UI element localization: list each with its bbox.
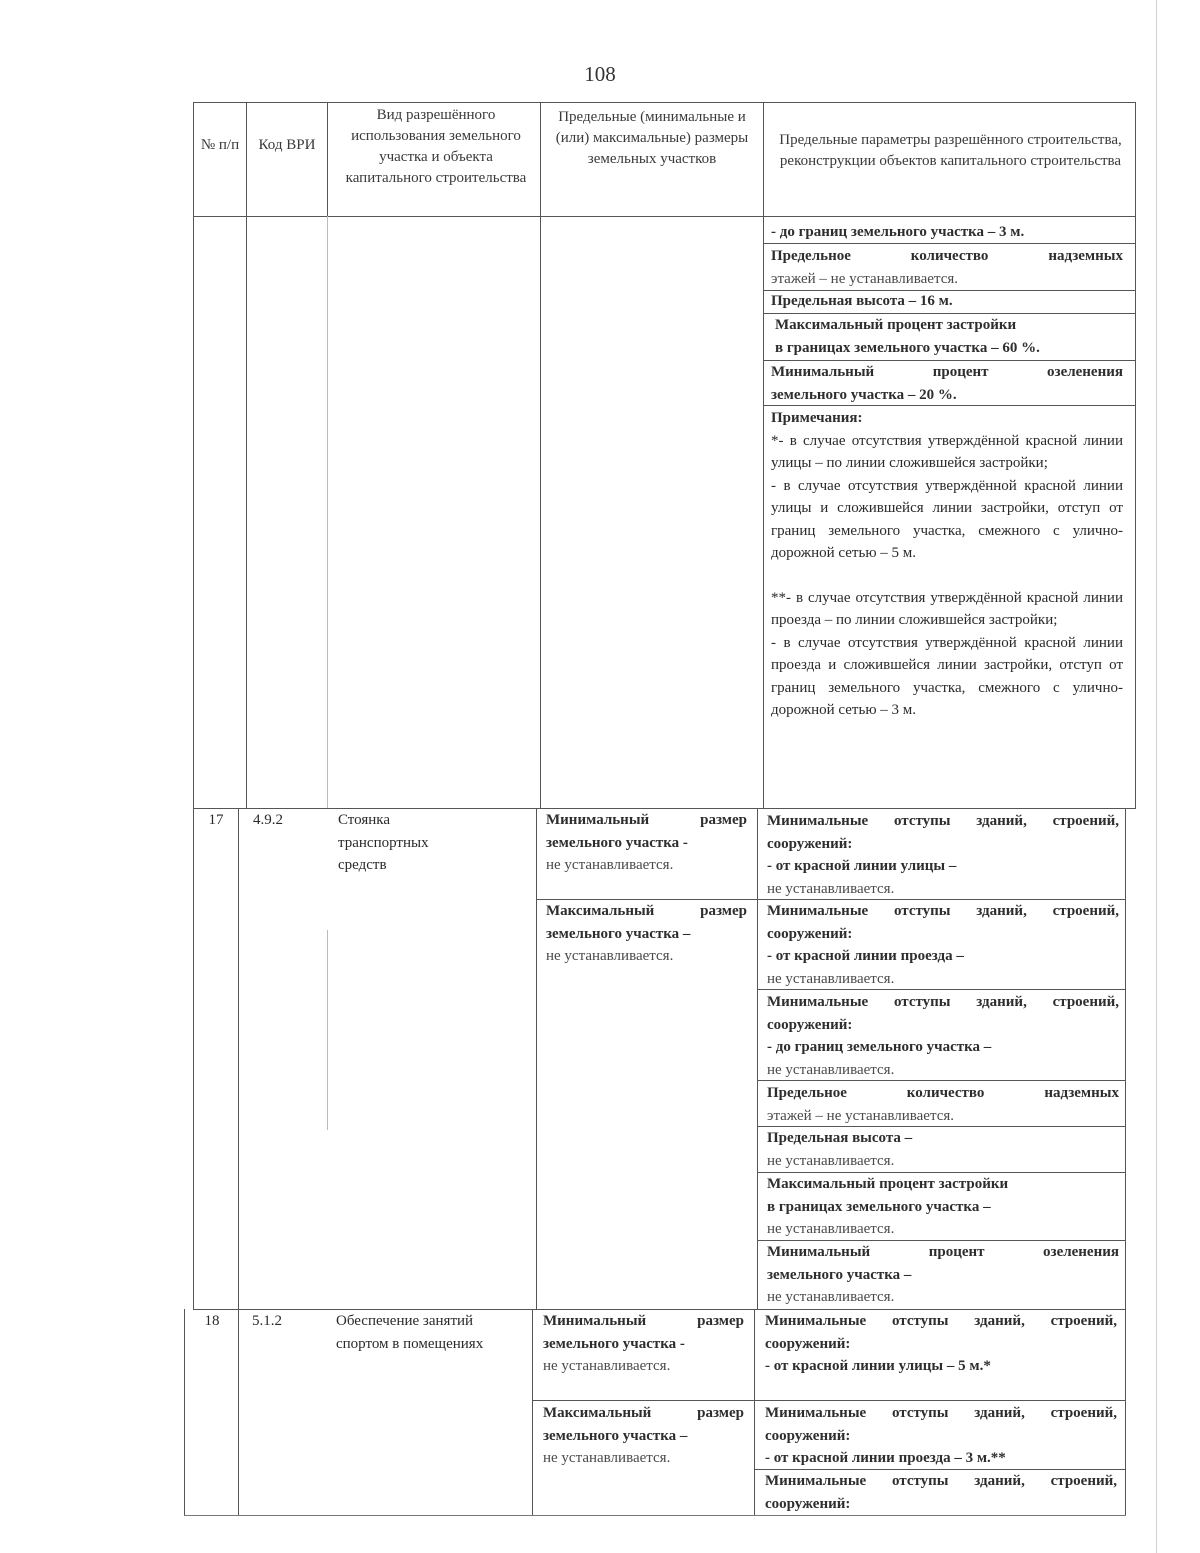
- row18-use-type: [336, 1310, 526, 1355]
- max-build-value: в границах земельного участка – 60 %.: [775, 339, 1040, 356]
- header-use-type: Вид разрешённого использования земельного участка и объекта капитального строительства: [345, 107, 527, 186]
- max-build-title: Максимальный процент застройки: [775, 317, 1017, 333]
- row17-setback-street-label: - от красной линии улицы –: [767, 858, 957, 874]
- row18-max-size-title: Максимальный размер земельного участка –: [543, 1405, 744, 1444]
- col-border: [1125, 1309, 1126, 1515]
- table-top-border: [193, 102, 1136, 103]
- col-border: [536, 808, 537, 1309]
- col-border: [184, 1309, 185, 1515]
- row17-min-green: [767, 1241, 1119, 1309]
- col-border: [246, 102, 247, 808]
- row17-max-build-value: не устанавливается.: [767, 1221, 895, 1237]
- row17-floors-value: этажей – не устанавливается.: [767, 1107, 955, 1124]
- row18-setback-boundary-title: Минимальные отступы зданий, строений, сооружений:: [765, 1473, 1117, 1512]
- row17-floors-title: Предельное количество надземных: [767, 1085, 1119, 1101]
- row17-setback-boundary-label: - до границ земельного участка –: [767, 1039, 992, 1055]
- col-border-faint: [327, 216, 328, 808]
- row17-max-build: [767, 1173, 1119, 1241]
- row17-number: 17: [208, 812, 224, 828]
- col-border: [238, 1309, 239, 1515]
- row17-setback-drive-title: Минимальные отступы зданий, строений, сооружений:: [767, 903, 1119, 942]
- row17-height-title: Предельная высота –: [767, 1130, 913, 1146]
- notes-title: Примечания:: [771, 410, 863, 426]
- row-border: [532, 1400, 754, 1401]
- row17-max-size-title: Максимальный размер земельного участка –: [546, 903, 747, 942]
- row17-floors: [767, 1082, 1119, 1127]
- note-driveway-setback: - в случае отсутствия утверждённой красной линии проезда и сложившейся линии застройки, отступ от границ земельного участка, смежного с улично-дорожной сетью – 3 м.: [771, 634, 1123, 718]
- page-number: 108: [584, 62, 616, 86]
- row17-min-green-title: Минимальный процент озеленения: [767, 1244, 1119, 1260]
- floors-limit-value: этажей – не устанавливается.: [771, 270, 959, 287]
- setback-boundary-text: - до границ земельного участка – 3 м.: [771, 224, 1025, 240]
- col-border-faint: [327, 930, 328, 1130]
- row17-min-green-subtitle: земельного участка –: [767, 1266, 912, 1283]
- note-street-setback: - в случае отсутствия утверждённой красной линии улицы и сложившейся линии застройки, отступ от границ земельного участка, смежного с улично-дорожной сетью – 5 м.: [771, 477, 1123, 561]
- row17-setback-boundary-value: не устанавливается.: [767, 1061, 895, 1078]
- header-plot-size: Предельные (минимальные и (или) максимальные) размеры земельных участков: [555, 109, 749, 167]
- row17-min-green-value: не устанавливается.: [767, 1289, 895, 1305]
- row18-number: 18: [204, 1313, 220, 1329]
- height-limit-text: Предельная высота – 16 м.: [771, 293, 953, 309]
- row17-setback-street-title: Минимальные отступы зданий, строений, сооружений:: [767, 813, 1119, 852]
- row17-setback-street: [767, 810, 1119, 900]
- row17-setback-street-value: не устанавливается.: [767, 880, 895, 897]
- scan-edge-line: [1156, 0, 1157, 1553]
- row17-use-type: Стоянка транспортных средств: [338, 812, 429, 873]
- row18-max-size: [543, 1402, 744, 1470]
- col-border: [1125, 808, 1126, 1309]
- row18-min-size-value: не устанавливается.: [543, 1358, 671, 1374]
- row17-setback-boundary: [767, 991, 1119, 1081]
- row17-setback-drive: [767, 900, 1119, 990]
- min-green-cell: [771, 361, 1123, 406]
- row17-min-size-value: не устанавливается.: [546, 857, 674, 873]
- row18-min-size: [543, 1310, 744, 1378]
- notes-block: [771, 407, 1123, 722]
- row17-max-build-subtitle: в границах земельного участка –: [767, 1198, 991, 1215]
- col-border: [193, 102, 194, 808]
- floors-limit-title: Предельное количество надземных: [771, 248, 1123, 264]
- note-driveway-line: **- в случае отсутствия утверждённой красной линии проезда – по линии сложившейся застройки;: [771, 589, 1123, 628]
- header-parameters: Предельные параметры разрешённого строительства, реконструкции объектов капитального строительства: [779, 132, 1122, 169]
- row17-setback-drive-value: не устанавливается.: [767, 970, 895, 987]
- note-street-line: *- в случае отсутствия утверждённой красной линии улицы – по линии сложившейся застройки;: [771, 432, 1123, 471]
- row18-setback-street-value: - от красной линии улицы – 5 м.*: [765, 1358, 991, 1374]
- row17-height-value: не устанавливается.: [767, 1152, 895, 1169]
- floors-limit-cell: [771, 245, 1123, 290]
- header-bottom-border: [193, 216, 1136, 217]
- row17-setback-drive-label: - от красной линии проезда –: [767, 948, 964, 964]
- row17-min-size-title: Минимальный размер земельного участка -: [546, 812, 747, 851]
- row-border: [754, 1400, 1125, 1401]
- row18-max-size-value: не устанавливается.: [543, 1450, 671, 1466]
- row17-setback-boundary-title: Минимальные отступы зданий, строений, сооружений:: [767, 994, 1119, 1033]
- max-build-cell: [775, 314, 1127, 359]
- header-code: Код ВРИ: [258, 137, 316, 153]
- row17-max-size-value: не устанавливается.: [546, 948, 674, 964]
- row17-max-size: [546, 900, 747, 968]
- col-border: [540, 102, 541, 808]
- row18-use-type-text: Обеспечение занятий спортом в помещениях: [336, 1313, 484, 1352]
- row17-height: [767, 1127, 1119, 1172]
- row17-code: 4.9.2: [253, 812, 283, 828]
- col-border: [532, 1309, 533, 1515]
- col-border: [327, 102, 328, 216]
- col-border: [1135, 102, 1136, 808]
- row18-setback-street-title: Минимальные отступы зданий, строений, сооружений:: [765, 1313, 1117, 1352]
- col-border: [754, 1309, 755, 1515]
- table-bottom-edge: [184, 1515, 1126, 1516]
- row18-code: 5.1.2: [252, 1313, 282, 1329]
- col-border: [193, 808, 194, 1309]
- col-border: [757, 808, 758, 1309]
- min-green-title: Минимальный процент озеленения: [771, 364, 1123, 380]
- row18-setback-drive: [765, 1402, 1117, 1470]
- row18-setback-street: [765, 1310, 1117, 1378]
- row18-setback-boundary: [765, 1470, 1117, 1515]
- row18-setback-drive-title: Минимальные отступы зданий, строений, сооружений:: [765, 1405, 1117, 1444]
- col-border: [238, 808, 239, 1309]
- row18-min-size-title: Минимальный размер земельного участка -: [543, 1313, 744, 1352]
- row17-min-size: [546, 809, 747, 877]
- row17-max-build-title: Максимальный процент застройки: [767, 1176, 1009, 1192]
- row18-setback-drive-value: - от красной линии проезда – 3 м.**: [765, 1450, 1006, 1466]
- min-green-value: земельного участка – 20 %.: [771, 386, 957, 403]
- col-border: [763, 102, 764, 808]
- header-number: № п/п: [200, 137, 240, 153]
